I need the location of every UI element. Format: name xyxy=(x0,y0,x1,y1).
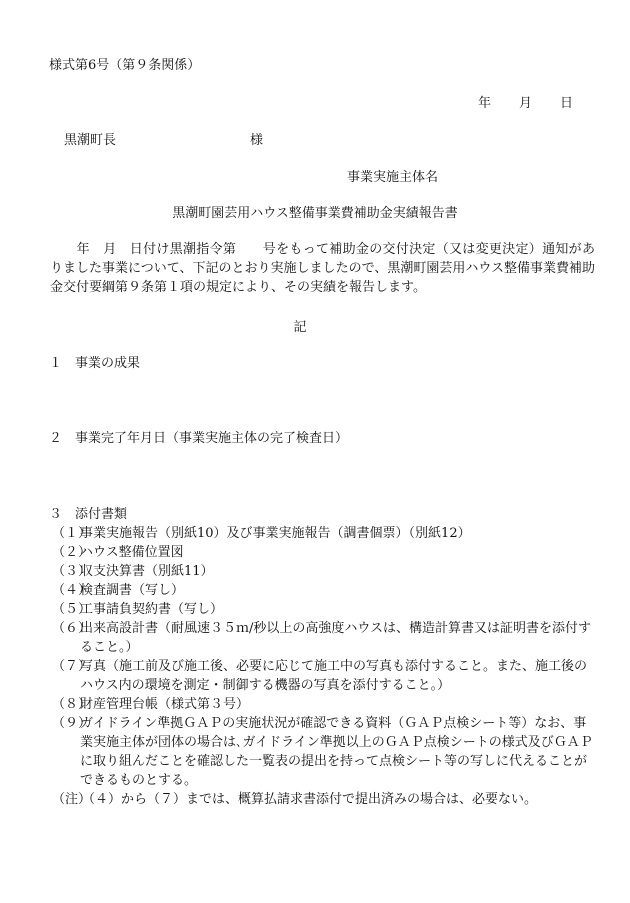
list-item xyxy=(52,657,597,695)
section-attachments: ３ 添付書類 xyxy=(49,507,128,522)
date-line xyxy=(478,94,573,113)
item-text: 収支決算書（別紙11） xyxy=(80,564,214,579)
list-item xyxy=(52,581,597,600)
date-year: 年 xyxy=(477,96,491,111)
item-text: 財産管理台帳（様式第３号） xyxy=(80,697,250,712)
item-number: （４） xyxy=(52,583,92,598)
item-text: ガイドライン準拠ＧＡＰの実施状況が確認できる資料（ＧＡＰ点検シート等）なお、事業実施主体が団体の場合は､ガイドライン準拠以上のＧＡＰ点検シートの様式及びＧＡＰに取り組んだことを確認した一覧表の提出を持って点検シート等の写しに代えることができるものとする。 xyxy=(80,716,593,788)
list-item xyxy=(52,600,597,619)
item-text: 出来高設計書（耐風速３５ｍ/秒以上の高強度ハウスは、構造計算書又は証明書を添付すること。） xyxy=(80,621,591,655)
list-item xyxy=(52,562,597,581)
addressee-honorific: 様 xyxy=(250,133,264,148)
section-results: １ 事業の成果 xyxy=(49,356,141,371)
item-number: （６） xyxy=(52,621,92,636)
ki-heading: 記 xyxy=(293,320,307,335)
item-number: （１） xyxy=(52,526,92,541)
entity-label: 事業実施主体名 xyxy=(347,170,439,185)
list-item xyxy=(52,524,597,543)
body-paragraph: 年 月 日付け黒潮指令第 号をもって補助金の交付決定（又は変更決定）通知がありました事業について、下記のとおり実施しましたので、黒潮町園芸用ハウス整備事業費補助金交付要綱第９条第１項の規定により、その実績を報告します。 xyxy=(50,242,595,295)
list-item xyxy=(52,714,597,790)
item-number: （７） xyxy=(52,659,92,674)
note-text: （４）から（７）までは、概算払請求書添付で提出済みの場合は、必要ない。 xyxy=(82,792,538,807)
addressee-name: 黒潮町長 xyxy=(64,133,117,148)
document-title: 黒潮町園芸用ハウス整備事業費補助金実績報告書 xyxy=(172,206,458,221)
item-text: 事業実施報告（別紙10）及び事業実施報告（調書個票）（別紙12） xyxy=(80,526,471,541)
date-month: 月 xyxy=(518,96,532,111)
section-completion-date: ２ 事業完了年月日（事業実施主体の完了検査日） xyxy=(49,431,349,446)
list-item xyxy=(52,543,597,562)
list-item xyxy=(52,695,597,714)
date-day: 日 xyxy=(559,96,573,111)
item-number: （３） xyxy=(52,564,92,579)
item-text: ハウス整備位置図 xyxy=(80,545,184,560)
item-number: （８） xyxy=(52,697,92,712)
note-item xyxy=(52,790,597,809)
attachment-list xyxy=(52,524,597,809)
item-text: 検査調書（写し） xyxy=(80,583,185,598)
note-label: （注） xyxy=(52,792,92,807)
item-number: （５） xyxy=(52,602,92,617)
item-number: （２） xyxy=(52,545,92,560)
item-number: （９） xyxy=(52,716,92,731)
form-number: 様式第6号（第９条関係） xyxy=(49,58,201,73)
item-text: 写真（施工前及び施工後、必要に応じて施工中の写真も添付すること。また、施工後のハウス内の環境を測定・制御する機器の写真を添付すること。） xyxy=(80,659,588,693)
item-text: 工事請負契約書（写し） xyxy=(80,602,224,617)
list-item xyxy=(52,619,597,657)
